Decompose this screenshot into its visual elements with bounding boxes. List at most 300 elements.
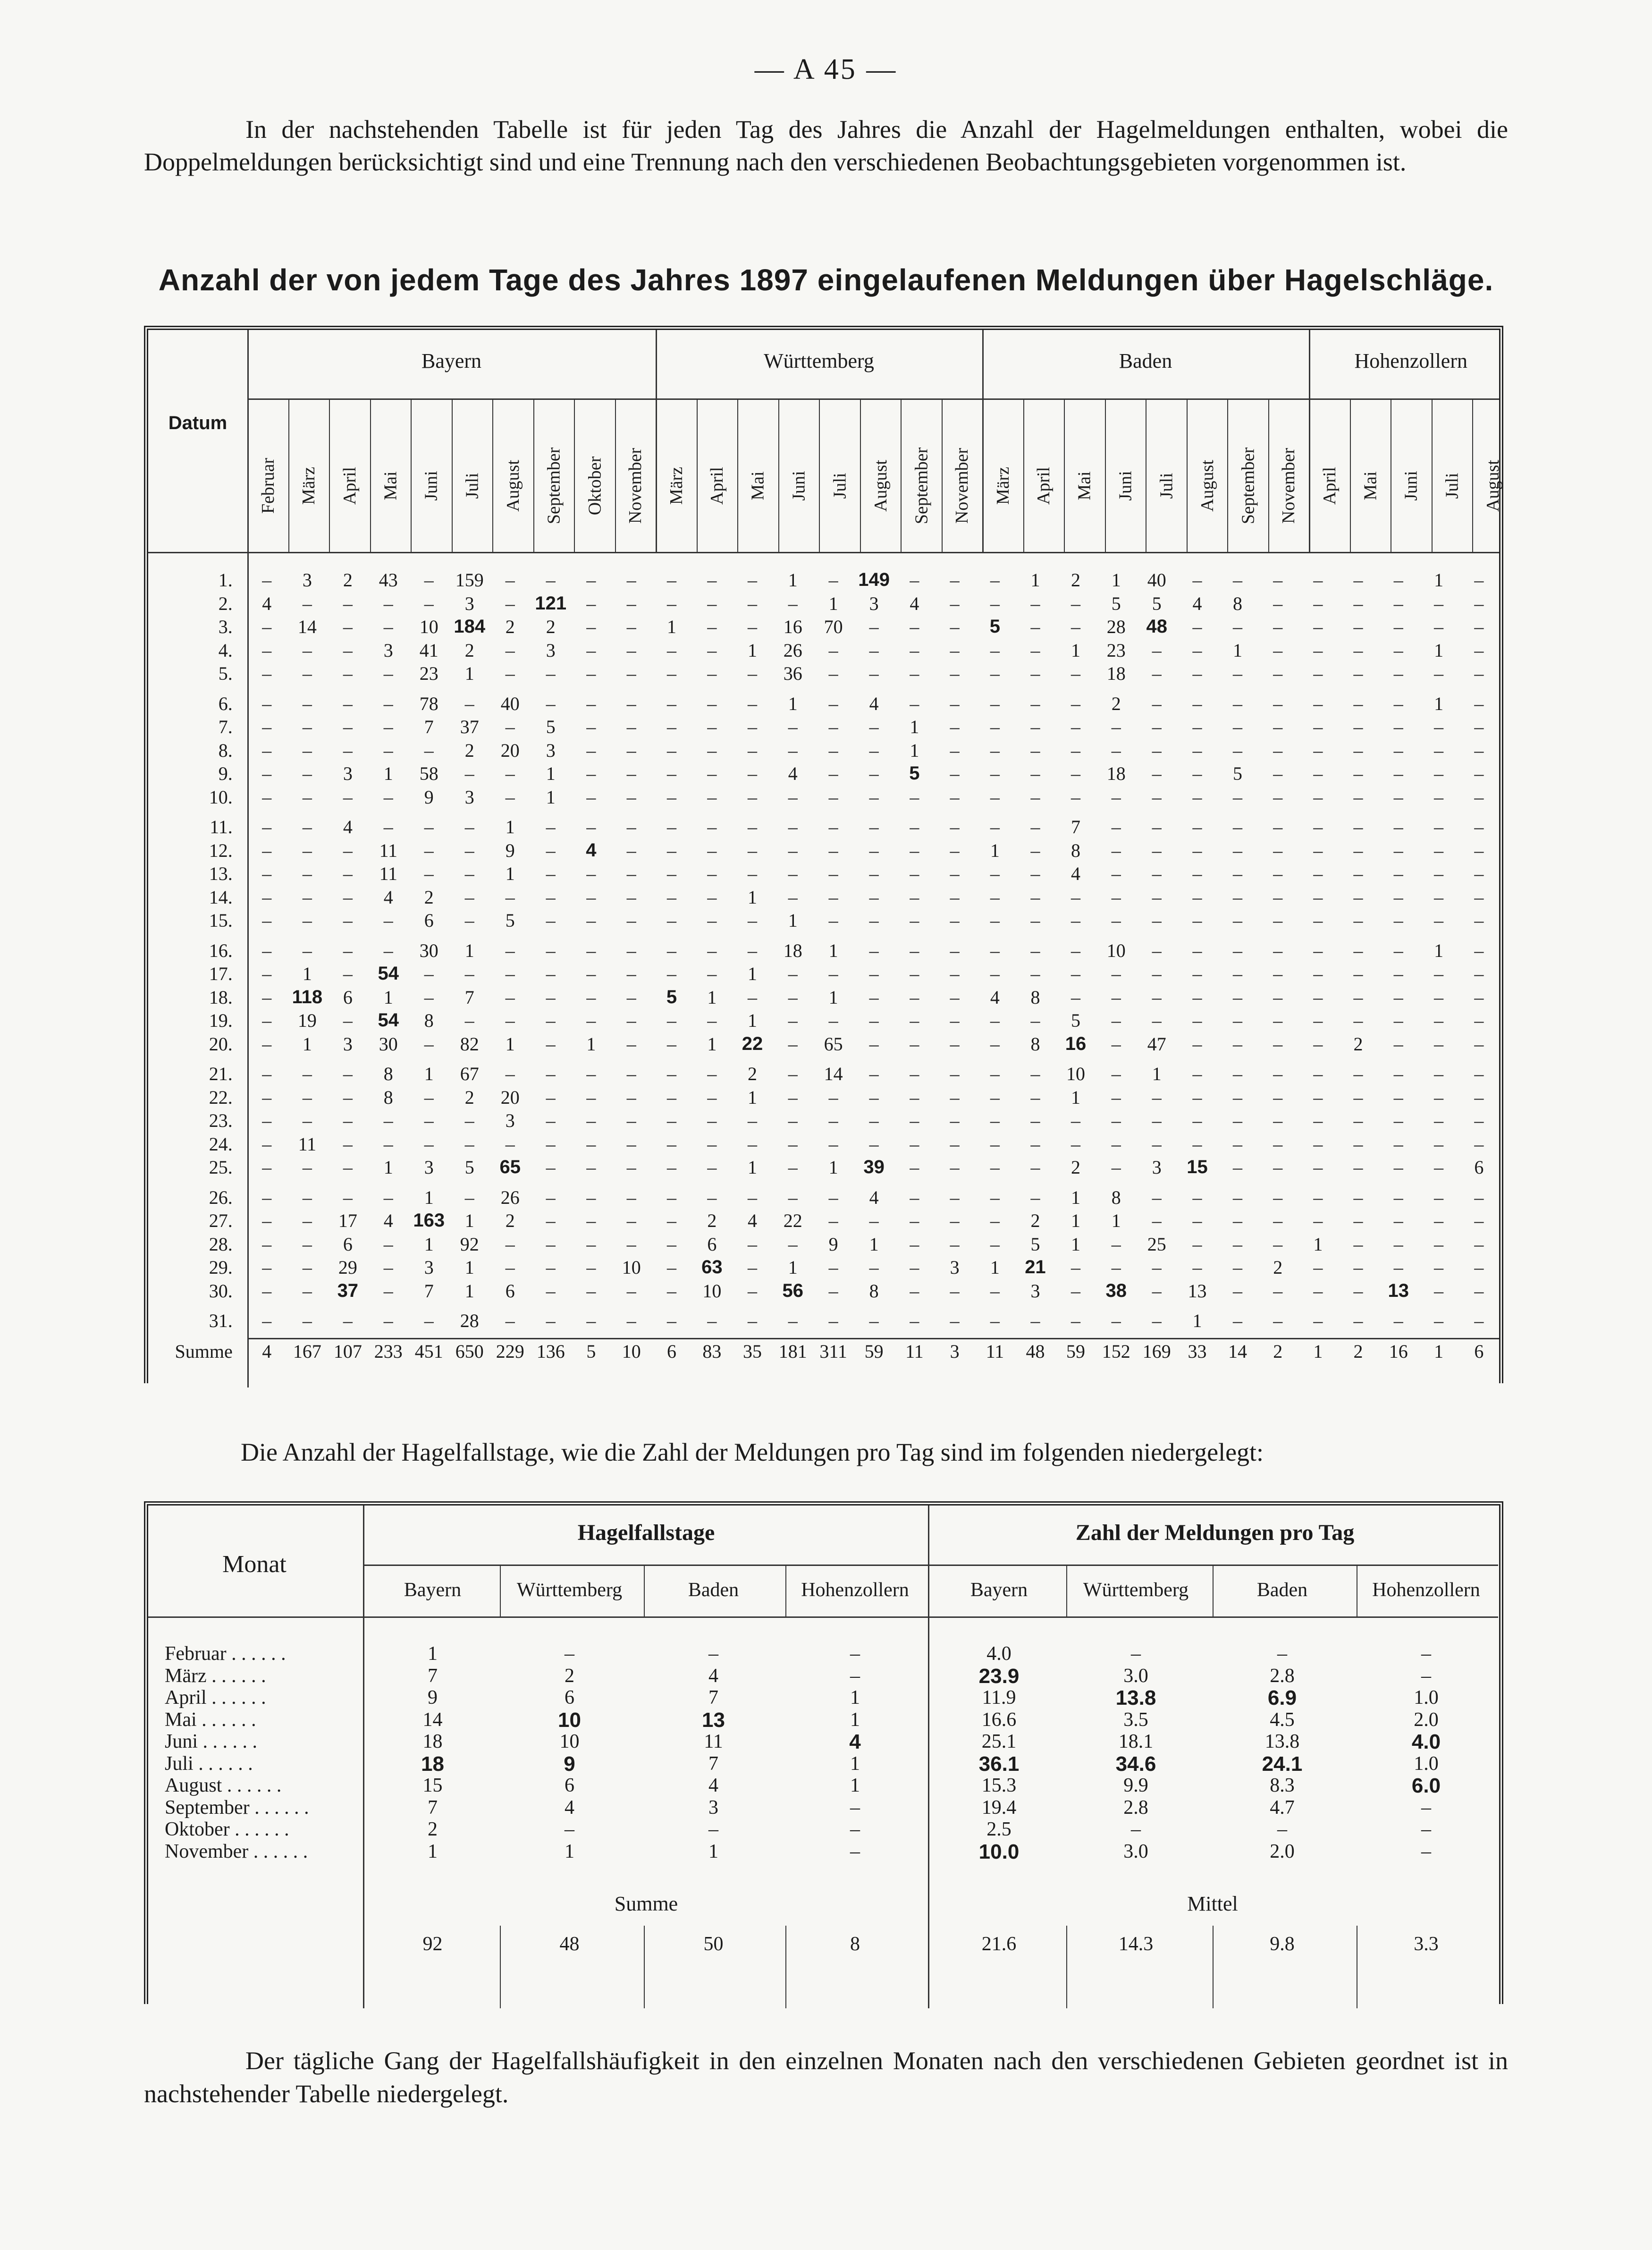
value-cell: – xyxy=(1434,863,1444,885)
value-cell: – xyxy=(262,939,272,961)
value-cell: – xyxy=(1313,1110,1323,1132)
value-cell: – xyxy=(1111,1157,1121,1178)
month-label: Juli xyxy=(462,473,482,499)
month-label: November xyxy=(1279,448,1299,524)
value-cell: – xyxy=(586,716,596,738)
value-cell: – xyxy=(747,663,757,685)
value-cell: – xyxy=(869,1133,879,1155)
value-cell: – xyxy=(910,663,919,685)
value-cell: – xyxy=(1233,1233,1243,1255)
month-divider xyxy=(615,398,616,552)
value-cell: – xyxy=(1192,569,1202,591)
value-cell: – xyxy=(262,663,272,685)
value-cell: 19.4 xyxy=(981,1796,1017,1819)
value-cell: – xyxy=(262,986,272,1008)
table-row xyxy=(148,1840,1498,1862)
value-cell: – xyxy=(990,739,1000,761)
value-cell: – xyxy=(1071,716,1081,738)
value-cell: 1 xyxy=(302,963,312,985)
outro-paragraph: Der tägliche Gang der Hagelfallshäufigkeit in den einzelnen Monaten nach den verschiedenen Gebieten geordnet ist in nachstehender Tabelle niedergelegt. xyxy=(144,2047,1508,2108)
value-cell: – xyxy=(990,939,1000,961)
value-cell: 2 xyxy=(747,1063,757,1085)
value-cell: – xyxy=(788,786,798,808)
value-cell: – xyxy=(950,663,960,685)
value-cell: – xyxy=(910,1257,919,1278)
value-cell: – xyxy=(1313,939,1323,961)
value-cell: – xyxy=(262,616,272,638)
value-cell: – xyxy=(910,1280,919,1302)
value-cell: – xyxy=(850,1819,860,1840)
value-cell: – xyxy=(869,1086,879,1108)
value-cell: – xyxy=(1152,986,1162,1008)
month-header xyxy=(1064,417,1105,554)
value-cell: – xyxy=(546,1257,556,1278)
group-divider xyxy=(928,1506,929,2008)
value-cell: 1 xyxy=(1152,1063,1162,1085)
value-cell: – xyxy=(1152,1133,1162,1155)
value-cell: – xyxy=(747,1133,757,1155)
value-cell: 1 xyxy=(1071,639,1081,661)
value-cell: – xyxy=(910,986,919,1008)
value-cell: 1 xyxy=(424,1063,434,1085)
value-cell: – xyxy=(383,816,393,838)
value-cell: 163 xyxy=(413,1210,445,1231)
date-cell: 10. xyxy=(209,786,233,808)
table-row xyxy=(148,1774,1498,1796)
value-cell: – xyxy=(990,1233,1000,1255)
value-cell: – xyxy=(343,1186,353,1208)
value-cell: – xyxy=(1353,1233,1363,1255)
date-cell: 17. xyxy=(209,963,233,985)
value-cell: – xyxy=(1353,1133,1363,1155)
value-cell: 4 xyxy=(990,986,1000,1008)
value-cell: – xyxy=(1434,786,1444,808)
value-cell: 33 xyxy=(1188,1341,1207,1362)
value-cell: 3 xyxy=(950,1257,960,1278)
value-cell: – xyxy=(1313,1280,1323,1302)
date-cell: Summe xyxy=(175,1341,233,1362)
value-cell: – xyxy=(1111,886,1121,908)
table-row xyxy=(148,1256,1499,1279)
value-cell: – xyxy=(1192,1210,1202,1232)
value-cell: – xyxy=(747,1257,757,1278)
value-cell: – xyxy=(1071,739,1081,761)
value-cell: – xyxy=(1030,693,1040,714)
value-cell: – xyxy=(1434,663,1444,685)
date-cell: 25. xyxy=(209,1157,233,1178)
value-cell: – xyxy=(1313,1033,1323,1055)
value-cell: 1 xyxy=(1071,1233,1081,1255)
month-header xyxy=(1227,417,1269,554)
value-cell: 4 xyxy=(910,592,919,614)
value-cell: 6 xyxy=(565,1775,574,1796)
value-cell: 1 xyxy=(428,1840,438,1862)
value-cell: – xyxy=(1030,1010,1040,1032)
value-cell: – xyxy=(1152,1010,1162,1032)
value-cell: – xyxy=(262,716,272,738)
value-cell: – xyxy=(1152,639,1162,661)
value-cell: – xyxy=(747,1280,757,1302)
value-cell: – xyxy=(1353,616,1363,638)
value-cell: – xyxy=(1071,663,1081,685)
value-cell: 1 xyxy=(707,1033,717,1055)
value-cell: – xyxy=(1152,1186,1162,1208)
value-cell: – xyxy=(788,863,798,885)
month-divider xyxy=(1472,398,1473,552)
month-label: November xyxy=(625,448,646,524)
value-cell: – xyxy=(1353,1010,1363,1032)
value-cell: – xyxy=(1313,739,1323,761)
value-cell: 1 xyxy=(1434,693,1444,714)
month-header xyxy=(615,417,657,554)
date-cell: 24. xyxy=(209,1133,233,1155)
value-cell: – xyxy=(1434,1133,1444,1155)
value-cell: 8 xyxy=(869,1280,879,1302)
value-cell: – xyxy=(707,963,717,985)
value-cell: 10 xyxy=(558,1708,581,1732)
value-cell: – xyxy=(1393,693,1403,714)
value-cell: – xyxy=(950,639,960,661)
value-cell: 10 xyxy=(559,1731,580,1752)
month-label: März xyxy=(666,466,686,505)
table-row xyxy=(148,639,1499,662)
table-row xyxy=(148,962,1499,986)
value-cell: 2.8 xyxy=(1123,1796,1148,1819)
value-cell: – xyxy=(910,569,919,591)
value-cell: 3 xyxy=(546,739,556,761)
value-cell: – xyxy=(869,1110,879,1132)
value-cell: – xyxy=(586,693,596,714)
value-cell: – xyxy=(788,716,798,738)
value-cell: 1 xyxy=(1434,639,1444,661)
value-cell: 4 xyxy=(708,1665,718,1687)
value-cell: 1 xyxy=(850,1752,860,1775)
table-row xyxy=(148,1730,1498,1752)
value-cell: – xyxy=(1434,986,1444,1008)
value-cell: – xyxy=(869,1257,879,1278)
value-cell: 4 xyxy=(383,886,393,908)
month-header xyxy=(370,417,412,554)
month-divider xyxy=(370,398,371,552)
date-cell: 27. xyxy=(209,1210,233,1232)
value-cell: 1 xyxy=(586,1033,596,1055)
value-cell: – xyxy=(1393,963,1403,985)
table-row xyxy=(148,1086,1499,1109)
value-cell: – xyxy=(1474,739,1484,761)
value-cell: 35 xyxy=(742,1341,762,1362)
value-cell: 159 xyxy=(455,569,484,591)
value-cell: – xyxy=(1071,910,1081,931)
value-cell: 6 xyxy=(1474,1157,1484,1178)
value-cell: – xyxy=(626,639,636,661)
value-cell: 30 xyxy=(379,1033,398,1055)
value-cell: – xyxy=(1233,1063,1243,1085)
value-cell: – xyxy=(990,1086,1000,1108)
value-cell: – xyxy=(788,1310,798,1332)
value-cell: 2.0 xyxy=(1414,1709,1439,1731)
value-cell: – xyxy=(1353,986,1363,1008)
value-cell: – xyxy=(343,863,353,885)
value-cell: 38 xyxy=(1105,1280,1127,1301)
value-cell: – xyxy=(869,939,879,961)
value-cell: 4 xyxy=(383,1210,393,1232)
value-cell: – xyxy=(747,839,757,861)
value-cell: – xyxy=(707,786,717,808)
value-cell: – xyxy=(546,1157,556,1178)
month-name: Juli . . . xyxy=(165,1752,354,1775)
value-cell: 20 xyxy=(500,1086,520,1108)
value-cell: 149 xyxy=(858,569,890,591)
month-label: Februar xyxy=(258,457,278,514)
value-cell: – xyxy=(747,739,757,761)
value-cell: – xyxy=(1353,1257,1363,1278)
value-cell: – xyxy=(262,839,272,861)
value-cell: 7 xyxy=(428,1665,438,1687)
value-cell: – xyxy=(1131,1643,1141,1665)
summe-label: Summe xyxy=(614,1892,678,1915)
value-cell: – xyxy=(586,786,596,808)
value-cell: – xyxy=(1273,1233,1283,1255)
value-cell: – xyxy=(1353,839,1363,861)
value-cell: – xyxy=(586,986,596,1008)
value-cell: 16.6 xyxy=(981,1709,1017,1731)
value-cell: – xyxy=(990,1133,1000,1155)
value-cell: – xyxy=(747,1310,757,1332)
value-cell: – xyxy=(586,592,596,614)
value-cell: – xyxy=(707,839,717,861)
value-cell: – xyxy=(586,739,596,761)
value-cell: – xyxy=(1393,739,1403,761)
total-cell: 3.3 xyxy=(1414,1933,1439,1955)
value-cell: – xyxy=(1313,592,1323,614)
value-cell: – xyxy=(343,786,353,808)
value-cell: 1 xyxy=(850,1709,860,1731)
value-cell: – xyxy=(1111,816,1121,838)
value-cell: – xyxy=(990,1186,1000,1208)
value-cell: – xyxy=(383,1257,393,1278)
value-cell: – xyxy=(1030,1110,1040,1132)
value-cell: – xyxy=(383,786,393,808)
value-cell: – xyxy=(950,939,960,961)
month-label: Juni xyxy=(421,471,441,501)
value-cell: – xyxy=(262,1280,272,1302)
value-cell: – xyxy=(1030,1310,1040,1332)
month-label: Juli xyxy=(1156,473,1176,499)
value-cell: – xyxy=(1393,1157,1403,1178)
value-cell: 2.0 xyxy=(1270,1840,1295,1862)
value-cell: 1 xyxy=(788,1257,798,1278)
value-cell: – xyxy=(1393,886,1403,908)
value-cell: – xyxy=(910,910,919,931)
date-cell: 9. xyxy=(218,763,233,785)
value-cell: – xyxy=(1421,1643,1431,1665)
value-cell: – xyxy=(990,963,1000,985)
value-cell: 78 xyxy=(419,693,438,714)
value-cell: – xyxy=(1421,1665,1431,1687)
table-row xyxy=(148,909,1499,932)
value-cell: – xyxy=(1313,693,1323,714)
value-cell: – xyxy=(1434,963,1444,985)
value-cell: – xyxy=(707,1063,717,1085)
total-divider xyxy=(1066,1926,1067,2008)
month-label: April xyxy=(340,466,360,505)
month-divider xyxy=(1268,398,1269,552)
value-cell: 15 xyxy=(422,1775,443,1796)
value-cell: 1 xyxy=(428,1643,438,1665)
table-row xyxy=(148,692,1499,716)
month-header xyxy=(656,417,697,554)
value-cell: – xyxy=(1030,1133,1040,1155)
month-label: August xyxy=(1197,460,1217,512)
value-cell: – xyxy=(747,592,757,614)
value-cell: 6 xyxy=(343,986,353,1008)
value-cell: – xyxy=(1474,616,1484,638)
value-cell: – xyxy=(950,863,960,885)
value-cell: 152 xyxy=(1102,1341,1130,1362)
value-cell: 56 xyxy=(782,1280,803,1301)
value-cell: – xyxy=(343,1157,353,1178)
value-cell: 70 xyxy=(824,616,843,638)
value-cell: 1 xyxy=(1071,1186,1081,1208)
value-cell: – xyxy=(1313,1310,1323,1332)
date-cell: 1. xyxy=(218,569,233,591)
value-cell: – xyxy=(1434,1110,1444,1132)
value-cell: – xyxy=(910,693,919,714)
value-cell: – xyxy=(1313,763,1323,785)
value-cell: 22 xyxy=(742,1033,763,1054)
value-cell: – xyxy=(950,763,960,785)
value-cell: – xyxy=(667,1010,676,1032)
month-header xyxy=(492,417,534,554)
value-cell: – xyxy=(1474,569,1484,591)
value-cell: – xyxy=(626,1186,636,1208)
value-cell: – xyxy=(302,786,312,808)
date-cell: 23. xyxy=(209,1110,233,1132)
value-cell: – xyxy=(262,910,272,931)
value-cell: – xyxy=(667,1257,676,1278)
value-cell: – xyxy=(626,986,636,1008)
month-header xyxy=(411,417,452,554)
total-cell: 8 xyxy=(850,1933,860,1955)
value-cell: – xyxy=(1353,1280,1363,1302)
value-cell: – xyxy=(1030,739,1040,761)
value-cell: – xyxy=(1393,910,1403,931)
value-cell: – xyxy=(1192,1133,1202,1155)
value-cell: – xyxy=(1474,1110,1484,1132)
table-row xyxy=(148,592,1499,616)
value-cell: – xyxy=(1353,1210,1363,1232)
value-cell: – xyxy=(1030,816,1040,838)
table-row xyxy=(148,1333,1499,1370)
value-cell: – xyxy=(1273,1110,1283,1132)
month-name: Mai . . . xyxy=(165,1709,354,1731)
value-cell: – xyxy=(1273,663,1283,685)
value-cell: – xyxy=(910,939,919,961)
value-cell: – xyxy=(707,1133,717,1155)
value-cell: – xyxy=(1030,1186,1040,1208)
value-cell: – xyxy=(262,639,272,661)
value-cell: 1 xyxy=(424,1233,434,1255)
value-cell: 1 xyxy=(788,910,798,931)
value-cell: – xyxy=(869,963,879,985)
value-cell: – xyxy=(343,1010,353,1032)
value-cell: 3 xyxy=(464,786,474,808)
row-gap xyxy=(148,1303,1499,1309)
value-cell: 2 xyxy=(505,1210,515,1232)
value-cell: – xyxy=(950,616,960,638)
value-cell: 10.0 xyxy=(978,1840,1020,1863)
value-cell: 8 xyxy=(1071,839,1081,861)
value-cell: – xyxy=(1434,1010,1444,1032)
value-cell: 4 xyxy=(262,1341,272,1362)
value-cell: – xyxy=(262,739,272,761)
value-cell: – xyxy=(1313,786,1323,808)
value-cell: 25.1 xyxy=(981,1731,1017,1752)
value-cell: – xyxy=(1273,1310,1283,1332)
value-cell: – xyxy=(910,1233,919,1255)
value-cell: – xyxy=(1192,816,1202,838)
value-cell: 4 xyxy=(869,693,879,714)
value-cell: – xyxy=(1353,910,1363,931)
value-cell: – xyxy=(546,863,556,885)
value-cell: – xyxy=(1233,1210,1243,1232)
value-cell: – xyxy=(707,763,717,785)
value-cell: – xyxy=(565,1643,574,1665)
value-cell: 18 xyxy=(421,1752,444,1776)
value-cell: – xyxy=(1313,986,1323,1008)
value-cell: – xyxy=(1421,1796,1431,1819)
value-cell: – xyxy=(707,863,717,885)
value-cell: – xyxy=(1277,1643,1287,1665)
value-cell: – xyxy=(586,1310,596,1332)
value-cell: – xyxy=(505,1063,515,1085)
month-divider xyxy=(411,398,412,552)
value-cell: – xyxy=(1192,616,1202,638)
value-cell: – xyxy=(747,786,757,808)
date-cell: 5. xyxy=(218,663,233,685)
value-cell: 10 xyxy=(419,616,438,638)
value-cell: – xyxy=(1192,1233,1202,1255)
value-cell: 8 xyxy=(1233,592,1243,614)
value-cell: – xyxy=(1192,763,1202,785)
value-cell: 1 xyxy=(505,816,515,838)
value-cell: – xyxy=(1192,939,1202,961)
value-cell: 233 xyxy=(374,1341,403,1362)
value-cell: – xyxy=(302,1186,312,1208)
value-cell: – xyxy=(302,693,312,714)
value-cell: – xyxy=(383,1133,393,1155)
value-cell: – xyxy=(1393,1086,1403,1108)
value-cell: – xyxy=(626,663,636,685)
month-divider xyxy=(901,398,902,552)
value-cell: 4 xyxy=(1071,863,1081,885)
value-cell: – xyxy=(1111,1063,1121,1085)
value-cell: – xyxy=(1192,663,1202,685)
value-cell: – xyxy=(464,886,474,908)
value-cell: – xyxy=(1111,739,1121,761)
value-cell: 1 xyxy=(788,693,798,714)
value-cell: – xyxy=(1353,939,1363,961)
value-cell: 2.8 xyxy=(1270,1665,1295,1687)
value-cell: – xyxy=(626,1310,636,1332)
month-label: März xyxy=(993,466,1013,505)
value-cell: 2 xyxy=(1111,693,1121,714)
value-cell: – xyxy=(1071,763,1081,785)
value-cell: 2 xyxy=(428,1819,438,1840)
group-rule xyxy=(363,1565,1498,1566)
value-cell: 9 xyxy=(428,1687,438,1709)
value-cell: – xyxy=(1071,1310,1081,1332)
